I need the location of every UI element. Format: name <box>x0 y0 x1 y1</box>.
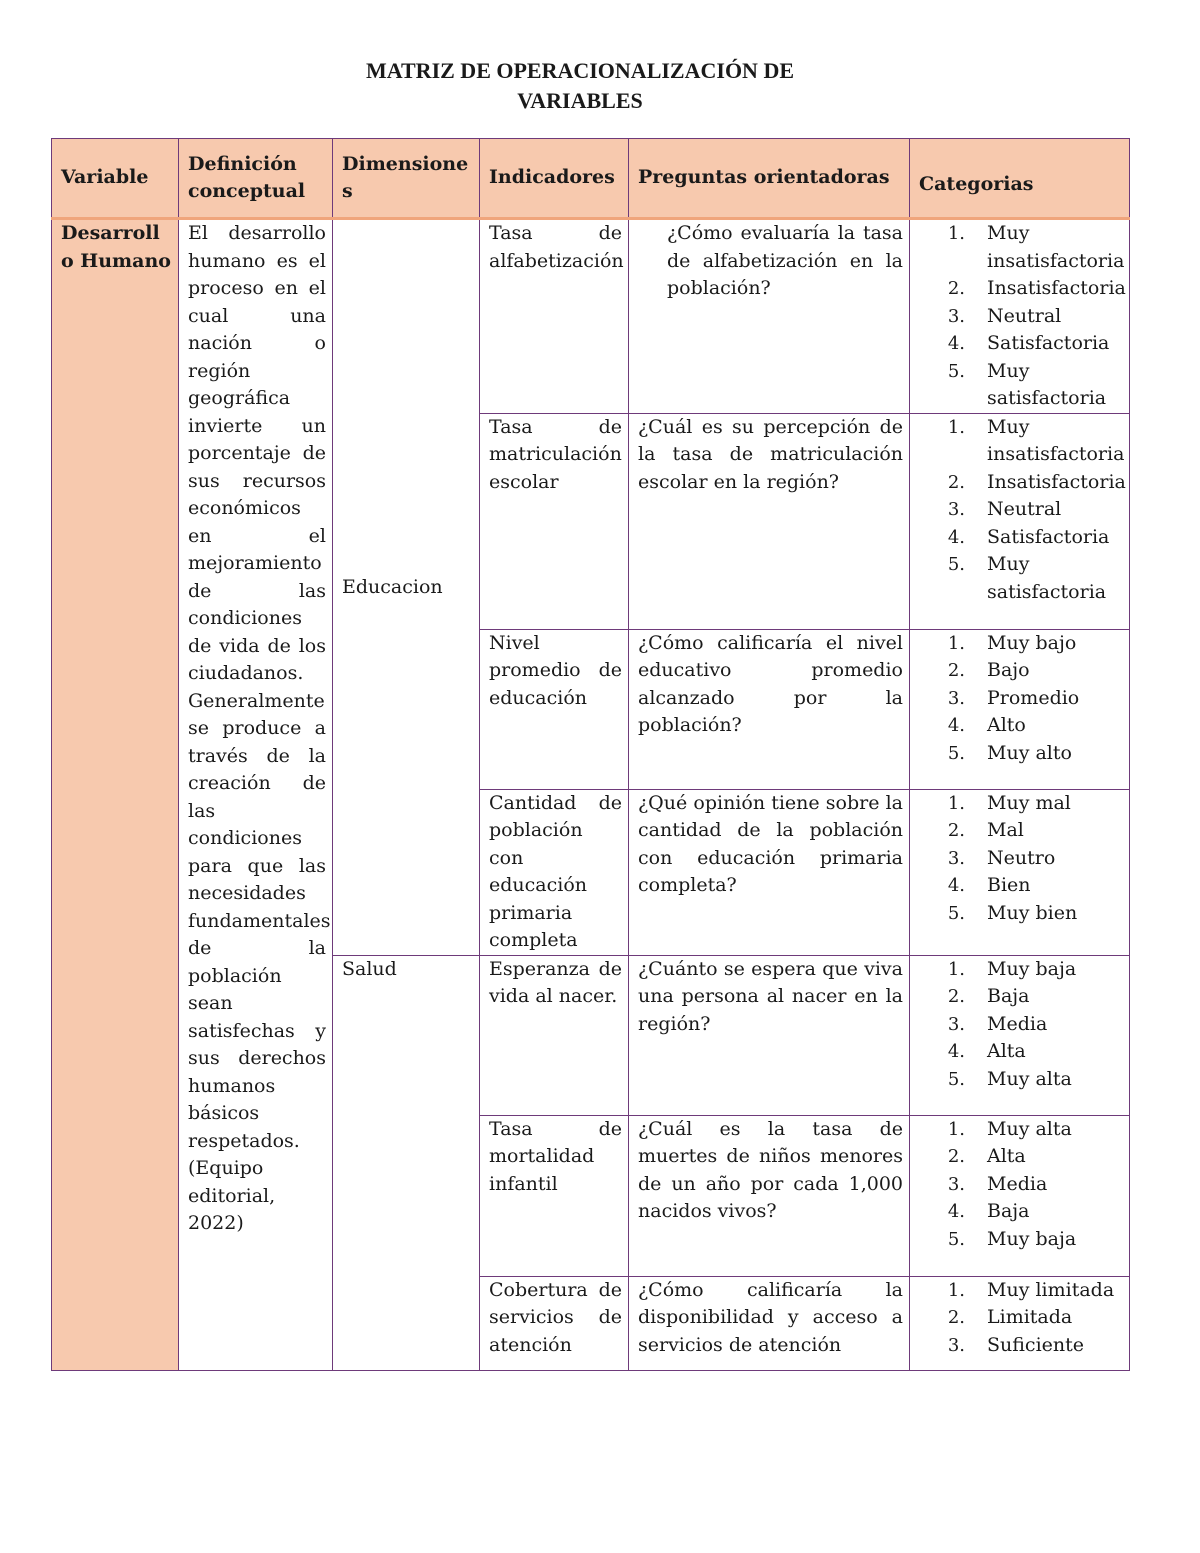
list-item: 4. Bien <box>947 874 1031 896</box>
list-item: 3. Promedio <box>947 686 1080 709</box>
dimension-salud: Salud <box>333 955 480 1370</box>
list-item: 1. Muy baja <box>947 957 1077 980</box>
definition-cell: El desarrollo humano es el proceso en el cual una nación o región geográfica invierte un porcentaje de sus recursos económicos en el mejoramiento de las condiciones de vida de los ciudadanos. Generalmente se produce a través de la creación de las condiciones para que las necesidades fundamentales de la población sean satisfechas y sus derechos humanos básicos respetados. (Equipo editorial, 2022) <box>179 219 333 1371</box>
variable-cell: Desarrollo Humano <box>52 219 179 1371</box>
list-item: 5. Muy satisfactoria <box>947 553 1107 603</box>
list-item: 1. Muy limitada <box>947 1278 1115 1301</box>
table-row <box>52 219 1130 414</box>
list-item: 3. Neutral <box>947 498 1062 520</box>
header-row <box>52 139 1130 219</box>
list-item: 2. Alta <box>947 1145 1026 1167</box>
categories-list <box>919 790 1123 928</box>
categories-list <box>919 1116 1123 1254</box>
list-item: 3. Media <box>947 1172 1048 1195</box>
categories-cell <box>910 413 1130 629</box>
categories-list <box>919 1277 1123 1360</box>
categories-cell <box>910 955 1130 1115</box>
header-definicion: Definición conceptual <box>179 139 333 219</box>
header-indicadores: Indicadores <box>480 139 629 219</box>
indicator-cell: Cantidad de población con educación primaria completa <box>480 789 629 955</box>
list-item: 1. Muy alta <box>947 1117 1072 1140</box>
list-item: 4. Alto <box>947 714 1026 736</box>
list-item: 5. Muy satisfactoria <box>947 359 1107 409</box>
list-item: 2. Baja <box>947 985 1030 1007</box>
indicator-cell: Tasa de matriculación escolar <box>480 413 629 629</box>
question-cell: ¿Cuánto se espera que viva una persona al nacer en la región? <box>629 955 910 1115</box>
list-item: 1. Muy bajo <box>947 631 1077 654</box>
categories-cell <box>910 1115 1130 1276</box>
list-item: 2. Insatisfactoria <box>947 470 1126 493</box>
list-item: 5. Muy alto <box>947 741 1072 764</box>
document-title <box>0 56 1160 116</box>
categories-list <box>919 220 1126 413</box>
categories-cell <box>910 1276 1130 1370</box>
list-item: 3. Media <box>947 1012 1048 1035</box>
categories-list <box>919 414 1126 607</box>
list-item: 4. Baja <box>947 1200 1030 1222</box>
title-line-2: VARIABLES <box>517 88 643 113</box>
list-item: 3. Suficiente <box>947 1333 1085 1356</box>
list-item: 2. Limitada <box>947 1306 1073 1328</box>
list-item: 1. Muy mal <box>947 791 1071 814</box>
question-cell: ¿Cómo evaluaría la tasa de alfabetización en la población? <box>629 219 910 414</box>
categories-cell <box>910 219 1130 414</box>
list-item: 2. Mal <box>947 819 1024 841</box>
categories-list <box>919 630 1123 768</box>
categories-list <box>919 956 1123 1094</box>
list-item: 3. Neutral <box>947 304 1062 327</box>
indicator-cell: Nivel promedio de educación <box>480 629 629 789</box>
question-cell: ¿Cómo calificaría el nivel educativo promedio alcanzado por la población? <box>629 629 910 789</box>
categories-cell <box>910 629 1130 789</box>
header-preguntas: Preguntas orientadoras <box>629 139 910 219</box>
indicator-cell: Tasa de alfabetización <box>480 219 629 414</box>
header-categorias: Categorias <box>910 139 1130 219</box>
list-item: 5. Muy bien <box>947 901 1078 924</box>
list-item: 3. Neutro <box>947 846 1056 869</box>
question-cell: ¿Cuál es su percepción de la tasa de matriculación escolar en la región? <box>629 413 910 629</box>
header-variable: Variable <box>52 139 179 219</box>
header-dimensiones: Dimensiones <box>333 139 480 219</box>
question-cell: ¿Qué opinión tiene sobre la cantidad de la población con educación primaria completa? <box>629 789 910 955</box>
title-line-1: MATRIZ DE OPERACIONALIZACIÓN DE <box>365 58 795 83</box>
categories-cell <box>910 789 1130 955</box>
dimension-educacion: Educacion <box>333 219 480 956</box>
indicator-cell: Cobertura de servicios de atención <box>480 1276 629 1370</box>
list-item: 4. Satisfactoria <box>947 525 1110 548</box>
list-item: 2. Insatisfactoria <box>947 277 1126 299</box>
question-cell: ¿Cómo calificaría la disponibilidad y acceso a servicios de atención <box>629 1276 910 1370</box>
list-item: 1. Muy insatisfactoria <box>947 415 1125 465</box>
indicator-cell: Tasa de mortalidad infantil <box>480 1115 629 1276</box>
question-cell: ¿Cuál es la tasa de muertes de niños menores de un año por cada 1,000 nacidos vivos? <box>629 1115 910 1276</box>
list-item: 5. Muy alta <box>947 1067 1072 1090</box>
list-item: 4. Satisfactoria <box>947 332 1110 354</box>
operationalization-matrix <box>51 138 1130 1371</box>
list-item: 4. Alta <box>947 1040 1026 1062</box>
list-item: 5. Muy baja <box>947 1227 1077 1250</box>
list-item: 2. Bajo <box>947 659 1030 681</box>
indicator-cell: Esperanza de vida al nacer. <box>480 955 629 1115</box>
list-item: 1. Muy insatisfactoria <box>947 222 1125 272</box>
